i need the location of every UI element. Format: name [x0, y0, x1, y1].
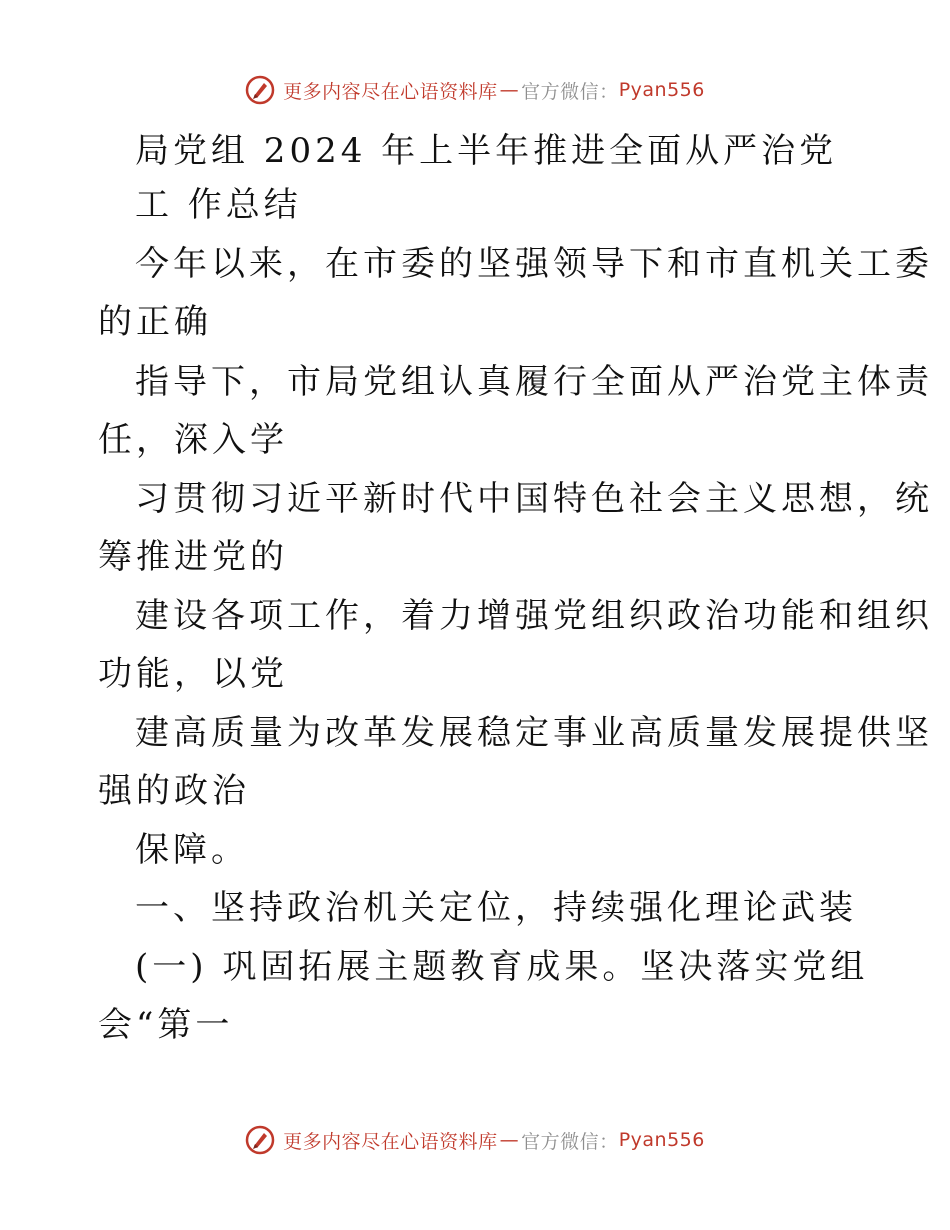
doc-text-line: 指导下，市局党组认真履行全面从严治党主体责	[135, 362, 933, 402]
doc-text-line: 的正确	[98, 302, 212, 342]
doc-text-line: 建设各项工作，着力增强党组织政治功能和组织	[135, 596, 933, 636]
pen-logo-icon	[245, 1125, 275, 1155]
banner-wechat-label: 官方微信：	[521, 1130, 619, 1153]
banner-wechat-id: Pyan556	[618, 79, 705, 101]
footer-watermark-banner	[0, 1120, 950, 1160]
doc-section-heading: 一、坚持政治机关定位，持续强化理论武装	[135, 888, 857, 928]
banner-separator: —	[499, 1129, 520, 1151]
doc-text-line: 任，深入学	[98, 420, 288, 460]
doc-text-line: 今年以来，在市委的坚强领导下和市直机关工委	[135, 244, 933, 284]
banner-wechat-id: Pyan556	[618, 1129, 705, 1151]
banner-site-text: 更多内容尽在心语资料库	[283, 1130, 498, 1153]
doc-text-line: 强的政治	[98, 771, 250, 811]
doc-text-line: 会“第一	[98, 1005, 234, 1045]
pen-logo-icon	[245, 75, 275, 105]
doc-text-line: 筹推进党的	[98, 537, 288, 577]
doc-text-line: 保障。	[135, 830, 249, 870]
doc-text-line: 功能，以党	[98, 654, 288, 694]
doc-text-line: 习贯彻习近平新时代中国特色社会主义思想，统	[135, 479, 933, 519]
doc-subsection-heading: (一) 巩固拓展主题教育成果。坚决落实党组	[135, 947, 869, 987]
banner-site-text: 更多内容尽在心语资料库	[283, 80, 498, 103]
doc-text-line: 建高质量为改革发展稳定事业高质量发展提供坚	[135, 713, 933, 753]
header-watermark-banner	[0, 70, 950, 110]
doc-title-line-1: 局党组 2024 年上半年推进全面从严治党	[135, 131, 838, 171]
doc-title-line-2: 工 作总结	[135, 185, 302, 225]
banner-separator: —	[499, 79, 520, 101]
banner-wechat-label: 官方微信：	[521, 80, 619, 103]
